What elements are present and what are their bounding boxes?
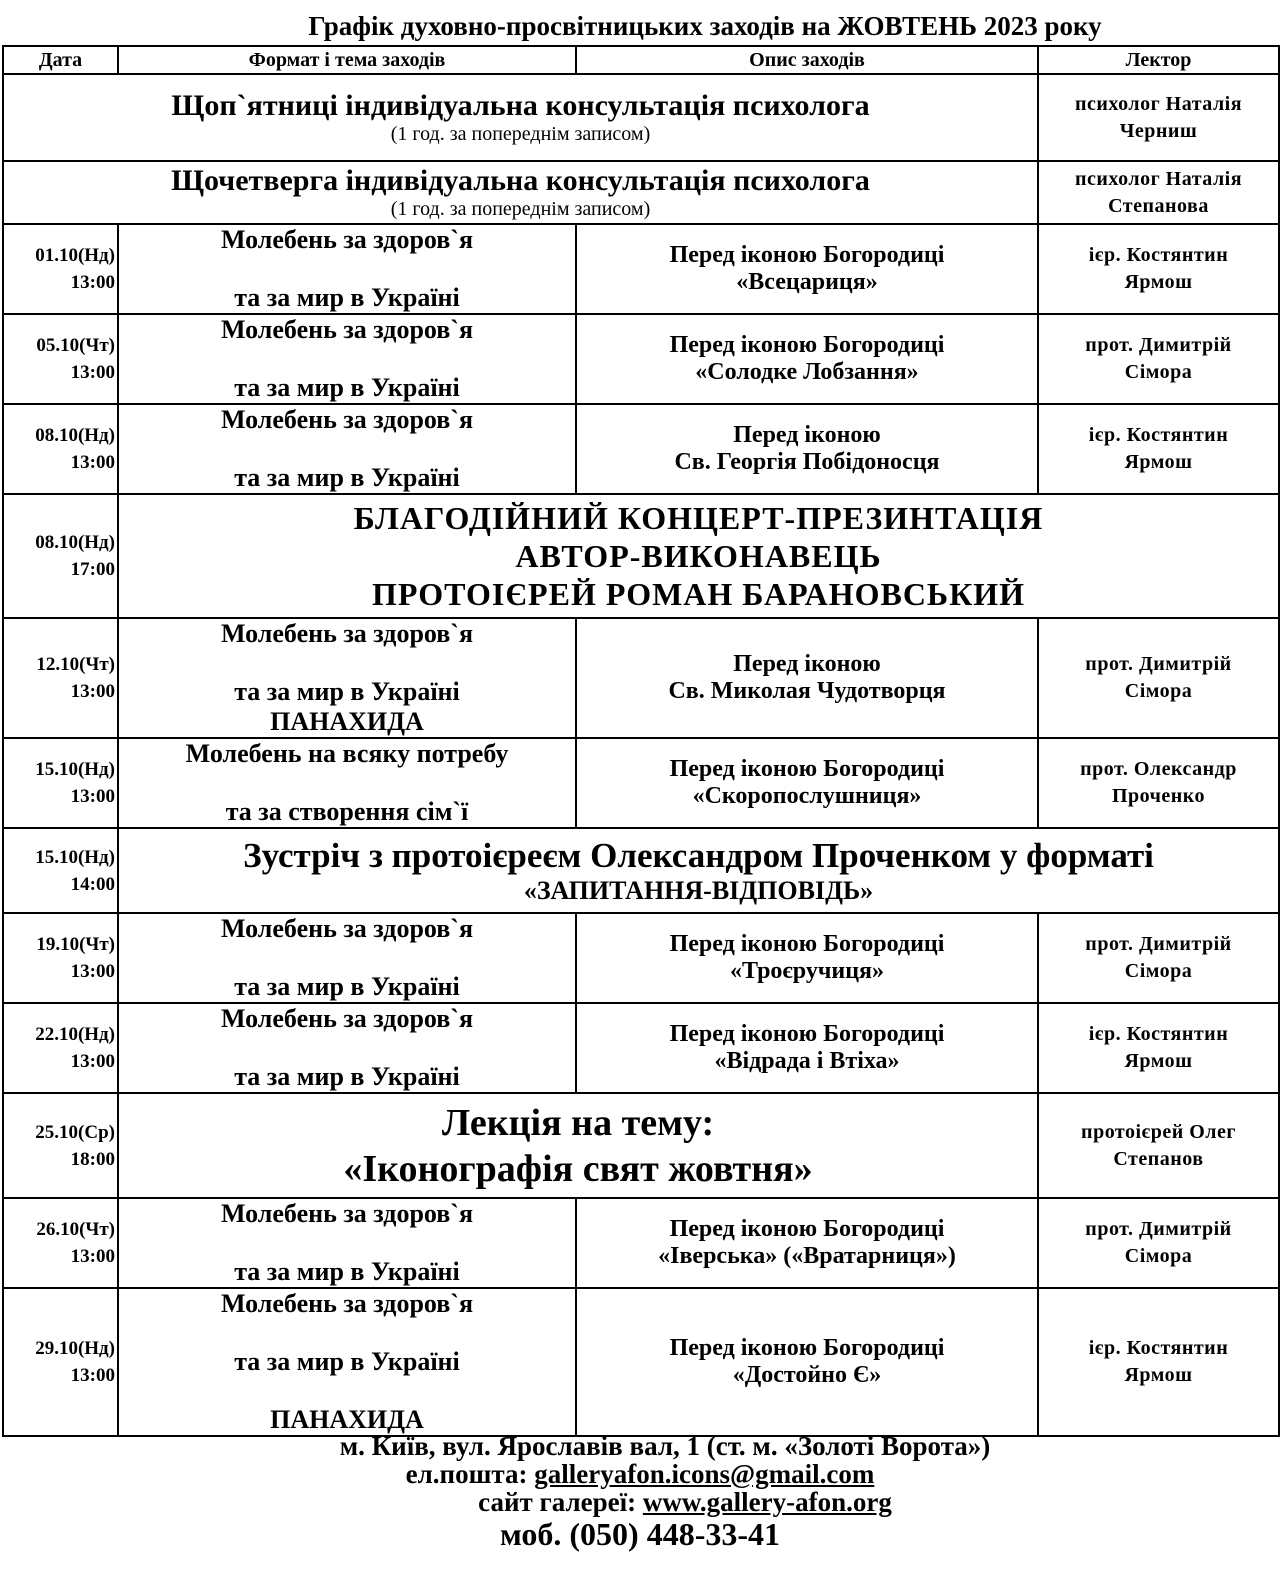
cell-text: та за мир в Україні	[234, 1347, 460, 1376]
cell-text: Перед іконою Богородиці	[669, 1335, 945, 1361]
consult-text	[3, 161, 1038, 224]
cell-text: та за мир в Україні	[234, 463, 460, 492]
cell-text: 15.10(Нд)	[35, 846, 115, 868]
lecture-row	[3, 1093, 1279, 1198]
cell-text: ПРОТОІЄРЕЙ РОМАН БАРАНОВСЬКИЙ	[371, 576, 1026, 612]
event-format	[118, 314, 576, 404]
cell-text: Молебень за здоров`я	[220, 405, 474, 434]
header-lecturer: Лектор	[1038, 46, 1279, 74]
cell-text: 13:00	[70, 961, 115, 982]
event-lecturer	[1038, 913, 1279, 1003]
cell-text: «Іверська» («Вратарниця»)	[658, 1243, 956, 1269]
event-date	[3, 913, 118, 1003]
event-date	[3, 738, 118, 828]
event-format	[118, 224, 576, 314]
event-row	[3, 224, 1279, 314]
event-format	[118, 1288, 576, 1436]
cell-text: 13:00	[70, 681, 115, 702]
lecturer-line: Черниш	[1119, 119, 1198, 142]
cell-text: Молебень за здоров`я	[220, 315, 474, 344]
cell-text: «Всецариця»	[736, 269, 878, 295]
event-row	[3, 1198, 1279, 1288]
header-row	[3, 46, 1279, 74]
cell-text: «Скоропослушниця»	[692, 783, 922, 809]
cell-text: ПАНАХИДА	[270, 1405, 424, 1434]
event-desc	[576, 1288, 1038, 1436]
event-desc	[576, 224, 1038, 314]
event-desc	[576, 913, 1038, 1003]
event-lecturer	[1038, 224, 1279, 314]
cell-text: Молебень за здоров`я	[220, 914, 474, 943]
cell-text: та за мир в Україні	[234, 283, 460, 312]
event-row	[3, 913, 1279, 1003]
event-desc	[576, 1198, 1038, 1288]
cell-text: Молебень за здоров`я	[220, 225, 474, 254]
event-date	[3, 404, 118, 494]
cell-text: та за мир в Україні	[234, 677, 460, 706]
footer-address: м. Київ, вул. Ярославів вал, 1 (ст. м. «Золоті Ворота»)	[339, 1431, 991, 1461]
event-lecturer	[1038, 1003, 1279, 1093]
cell-text: 13:00	[70, 786, 115, 807]
event-date	[3, 224, 118, 314]
event-desc	[576, 314, 1038, 404]
event-desc	[576, 1003, 1038, 1093]
cell-text: 25.10(Ср)	[35, 1121, 115, 1143]
cell-text: Зустріч з протоієреєм Олександром Проченком у форматі	[243, 835, 1154, 875]
site-link[interactable]: www.gallery-afon.org	[642, 1487, 892, 1517]
consult-lecturer	[1038, 161, 1279, 224]
cell-text: та за створення сім`ї	[225, 797, 469, 826]
consult-lecturer	[1038, 74, 1279, 161]
cell-text: АВТОР-ВИКОНАВЕЦЬ	[515, 538, 882, 574]
cell-text: 19.10(Чт)	[36, 934, 115, 955]
cell-text: 12.10(Чт)	[36, 654, 115, 675]
event-lecturer	[1038, 404, 1279, 494]
cell-text: Сімора	[1124, 1245, 1193, 1267]
footer-phone: моб. (050) 448-33-41	[500, 1516, 780, 1552]
cell-text: ієр. Костянтин	[1088, 1337, 1229, 1359]
consult-text	[3, 74, 1038, 161]
cell-text: Сімора	[1124, 361, 1193, 383]
cell-text: «Солодке Лобзання»	[695, 359, 919, 385]
cell-text: Перед іконою Богородиці	[669, 756, 945, 782]
event-desc	[576, 404, 1038, 494]
concert-text	[118, 494, 1279, 618]
cell-text: 13:00	[70, 1246, 115, 1267]
cell-text: 05.10(Чт)	[36, 335, 115, 356]
cell-text: БЛАГОДІЙНИЙ КОНЦЕРТ-ПРЕЗИНТАЦІЯ	[353, 500, 1044, 536]
cell-text: 08.10(Нд)	[35, 425, 115, 446]
cell-text: 14:00	[70, 873, 115, 895]
consult-sub: (1 год. за попереднім записом)	[390, 123, 651, 145]
schedule-table	[2, 45, 1280, 1437]
cell-text: 22.10(Нд)	[35, 1024, 115, 1045]
meeting-text	[118, 828, 1279, 913]
cell-text: «Іконографія свят жовтня»	[343, 1147, 813, 1190]
cell-text: Степанов	[1113, 1147, 1204, 1170]
cell-text: 13:00	[70, 1051, 115, 1072]
cell-text: прот. Димитрій	[1085, 334, 1232, 356]
footer-email-line	[0, 1460, 1280, 1488]
cell-text: Молебень за здоров`я	[220, 1289, 474, 1318]
event-lecturer	[1038, 738, 1279, 828]
event-row	[3, 314, 1279, 404]
event-lecturer	[1038, 1288, 1279, 1436]
event-desc	[576, 618, 1038, 738]
cell-text: Перед іконою Богородиці	[669, 931, 945, 957]
event-date	[3, 1093, 118, 1198]
cell-text: 13:00	[70, 362, 115, 383]
cell-text: 29.10(Нд)	[35, 1338, 115, 1359]
lecture-text	[118, 1093, 1038, 1198]
site-label: сайт галереї:	[478, 1487, 643, 1517]
cell-text: прот. Димитрій	[1085, 1218, 1232, 1240]
consult-sub: (1 год. за попереднім записом)	[390, 198, 651, 220]
consult-row-2	[3, 161, 1279, 224]
footer	[0, 1432, 1280, 1552]
cell-text: 08.10(Нд)	[35, 532, 115, 553]
event-date	[3, 1003, 118, 1093]
cell-text: 18:00	[70, 1148, 115, 1170]
cell-text: Молебень за здоров`я	[220, 1004, 474, 1033]
event-date	[3, 494, 118, 618]
event-row	[3, 1288, 1279, 1436]
cell-text: та за мир в Україні	[234, 1257, 460, 1286]
cell-text: «Достойно Є»	[732, 1362, 882, 1388]
email-label: ел.пошта:	[405, 1459, 535, 1489]
cell-text: Молебень на всяку потребу	[185, 739, 509, 768]
cell-text: Перед іконою	[733, 422, 881, 448]
event-lecturer	[1038, 314, 1279, 404]
cell-text: прот. Олександр	[1080, 758, 1237, 780]
cell-text: Лекція на тему:	[441, 1101, 715, 1144]
cell-text: ієр. Костянтин	[1088, 1023, 1229, 1045]
cell-text: Перед іконою Богородиці	[669, 332, 945, 358]
cell-text: та за мир в Україні	[234, 1062, 460, 1091]
header-date: Дата	[3, 46, 118, 74]
cell-text: Ярмош	[1124, 271, 1193, 293]
event-date	[3, 314, 118, 404]
meeting-row	[3, 828, 1279, 913]
cell-text: ПАНАХИДА	[270, 707, 424, 736]
cell-text: Перед іконою Богородиці	[669, 1021, 945, 1047]
cell-text: 13:00	[70, 452, 115, 473]
header-desc: Опис заходів	[576, 46, 1038, 74]
cell-text: 13:00	[70, 1365, 115, 1386]
cell-text: 17:00	[70, 559, 115, 580]
cell-text: 15.10(Нд)	[35, 759, 115, 780]
consult-main: Щоп`ятниці індивідуальна консультація психолога	[171, 89, 870, 122]
cell-text: Сімора	[1124, 960, 1193, 982]
event-format	[118, 1003, 576, 1093]
cell-text: Проченко	[1111, 785, 1206, 807]
event-row	[3, 1003, 1279, 1093]
event-date	[3, 1288, 118, 1436]
cell-text: Ярмош	[1124, 1050, 1193, 1072]
cell-text: Перед іконою	[733, 651, 881, 677]
lecturer-line: психолог Наталія	[1074, 167, 1243, 190]
event-format	[118, 913, 576, 1003]
event-format	[118, 404, 576, 494]
header-format: Формат і тема заходів	[118, 46, 576, 74]
cell-text: та за мир в Україні	[234, 373, 460, 402]
cell-text: прот. Димитрій	[1085, 933, 1232, 955]
concert-row	[3, 494, 1279, 618]
lecturer-line: психолог Наталія	[1074, 92, 1243, 115]
consult-row-1	[3, 74, 1279, 161]
cell-text: «Троєручиця»	[729, 958, 885, 984]
event-format	[118, 1198, 576, 1288]
cell-text: Ярмош	[1124, 451, 1193, 473]
cell-text: Перед іконою Богородиці	[669, 1216, 945, 1242]
cell-text: ієр. Костянтин	[1088, 424, 1229, 446]
cell-text: Молебень за здоров`я	[220, 619, 474, 648]
cell-text: 26.10(Чт)	[36, 1219, 115, 1240]
cell-text: 13:00	[70, 272, 115, 293]
cell-text: та за мир в Україні	[234, 972, 460, 1001]
cell-text: Сімора	[1124, 680, 1193, 702]
cell-text: 01.10(Нд)	[35, 245, 115, 266]
event-lecturer	[1038, 618, 1279, 738]
page-title: Графік духовно-просвітницьких заходів на ЖОВТЕНЬ 2023 року	[308, 11, 1102, 41]
event-format	[118, 618, 576, 738]
cell-text: ієр. Костянтин	[1088, 244, 1229, 266]
event-row	[3, 738, 1279, 828]
event-row	[3, 404, 1279, 494]
event-lecturer	[1038, 1198, 1279, 1288]
cell-text: прот. Димитрій	[1085, 653, 1232, 675]
cell-text: Ярмош	[1124, 1364, 1193, 1386]
event-date	[3, 828, 118, 913]
consult-main: Щочетверга індивідуальна консультація психолога	[171, 164, 870, 197]
cell-text: Св. Миколая Чудотворця	[668, 678, 946, 704]
event-date	[3, 618, 118, 738]
event-desc	[576, 738, 1038, 828]
event-date	[3, 1198, 118, 1288]
lecturer-line: Степанова	[1108, 194, 1209, 217]
cell-text: «Відрада і Втіха»	[714, 1048, 900, 1074]
cell-text: «ЗАПИТАННЯ-ВІДПОВІДЬ»	[523, 875, 874, 905]
event-format	[118, 738, 576, 828]
email-link[interactable]: galleryafon.icons@gmail.com	[534, 1459, 875, 1489]
footer-site-line	[0, 1488, 1280, 1516]
event-lecturer	[1038, 1093, 1279, 1198]
cell-text: Молебень за здоров`я	[220, 1199, 474, 1228]
cell-text: протоієрей Олег	[1081, 1120, 1236, 1143]
cell-text: Св. Георгія Побідоносця	[674, 449, 940, 475]
cell-text: Перед іконою Богородиці	[669, 242, 945, 268]
event-row	[3, 618, 1279, 738]
